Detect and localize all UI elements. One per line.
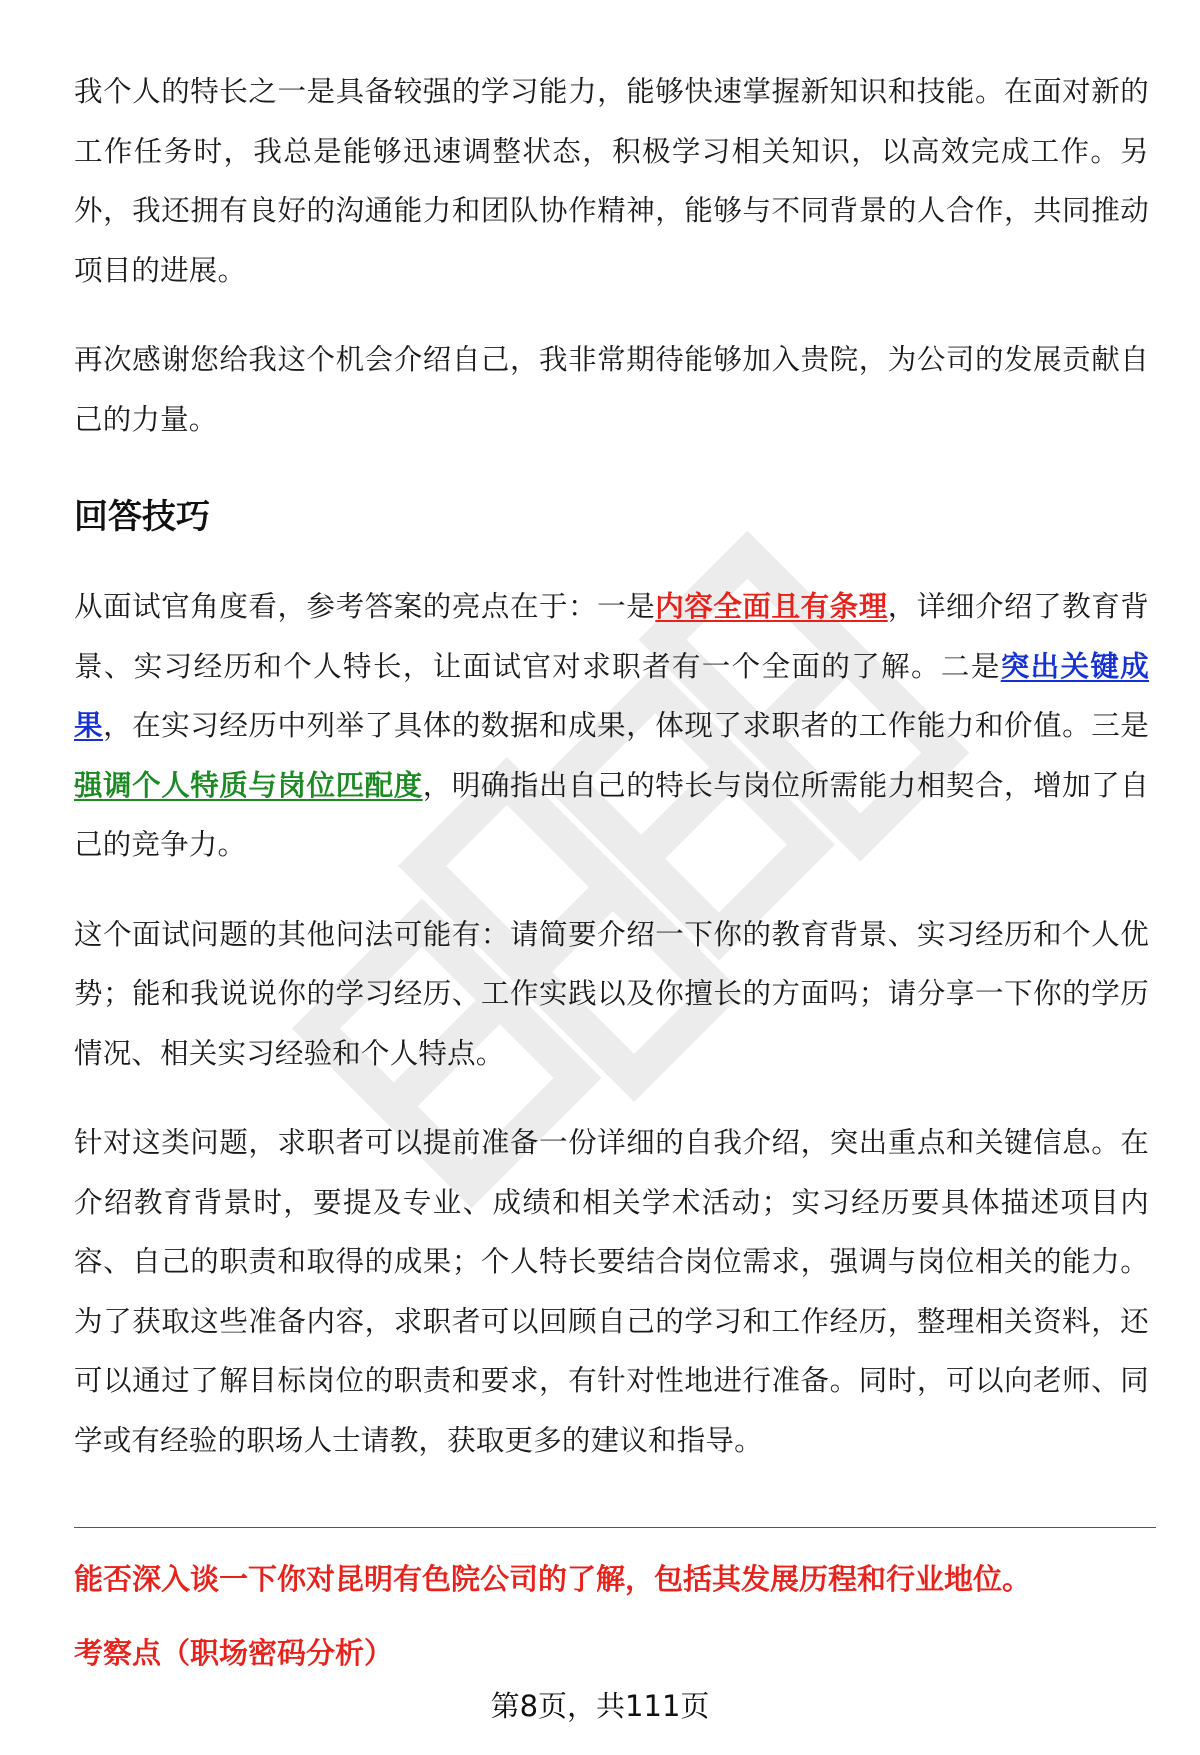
highlight-comprehensive-content: 内容全面且有条理 <box>655 590 888 623</box>
paragraph-alternative-questions: 这个面试问题的其他问法可能有：请简要介绍一下你的教育背景、实习经历和个人优势；能和我说说你的学习经历、工作实践以及你擅长的方面吗；请分享一下你的学历情况、相关实习经验和个人特点。 <box>74 917 1149 1070</box>
main-content <box>74 62 1149 1470</box>
highlight-job-fit: 强调个人特质与岗位匹配度 <box>74 768 423 802</box>
tips-text-4: ，明确指出自己的特长与岗位所需能力相契合，增加了自己的竞争力。 <box>74 768 1149 861</box>
paragraph-closing-thanks: 再次感谢您给我这个机会介绍自己，我非常期待能够加入贵院，为公司的发展贡献自己的力量。 <box>74 343 1149 436</box>
next-question-heading: 能否深入谈一下你对昆明有色院公司的了解，包括其发展历程和行业地位。 <box>74 1562 1032 1596</box>
next-question-subtitle: 考察点（职场密码分析） <box>74 1636 394 1670</box>
page-number-footer: 第8页，共111页 <box>490 1689 710 1723</box>
tips-text-3: ，在实习经历中列举了具体的数据和成果，体现了求职者的工作能力和价值。三是 <box>103 709 1150 742</box>
section-title-answer-tips: 回答技巧 <box>74 497 210 537</box>
tips-text-2: ，详细介绍了教育背景、实习经历和个人特长，让面试官对求职者有一个全面的了解。二是 <box>74 590 1149 683</box>
highlight-key-results: 突出关键成果 <box>74 649 1149 742</box>
paragraph-personal-strengths: 我个人的特长之一是具备较强的学习能力，能够快速掌握新知识和技能。在面对新的工作任务时，我总是能够迅速调整状态，积极学习相关知识，以高效完成工作。另外，我还拥有良好的沟通能力和团队协作精神，能够与不同背景的人合作，共同推动项目的进展。 <box>74 75 1149 287</box>
section-divider <box>74 1527 1156 1528</box>
tips-text-1: 从面试官角度看，参考答案的亮点在于：一是 <box>74 590 656 623</box>
paragraph-preparation-advice: 针对这类问题，求职者可以提前准备一份详细的自我介绍，突出重点和关键信息。在介绍教育背景时，要提及专业、成绩和相关学术活动；实习经历要具体描述项目内容、自己的职责和取得的成果；个人特长要结合岗位需求，强调与岗位相关的能力。为了获取这些准备内容，求职者可以回顾自己的学习和工作经历，整理相关资料，还可以通过了解目标岗位的职责和要求，有针对性地进行准备。同时，可以向老师、同学或有经验的职场人士请教，获取更多的建议和指导。 <box>74 1126 1149 1457</box>
paragraph-answer-highlights <box>74 577 1149 875</box>
